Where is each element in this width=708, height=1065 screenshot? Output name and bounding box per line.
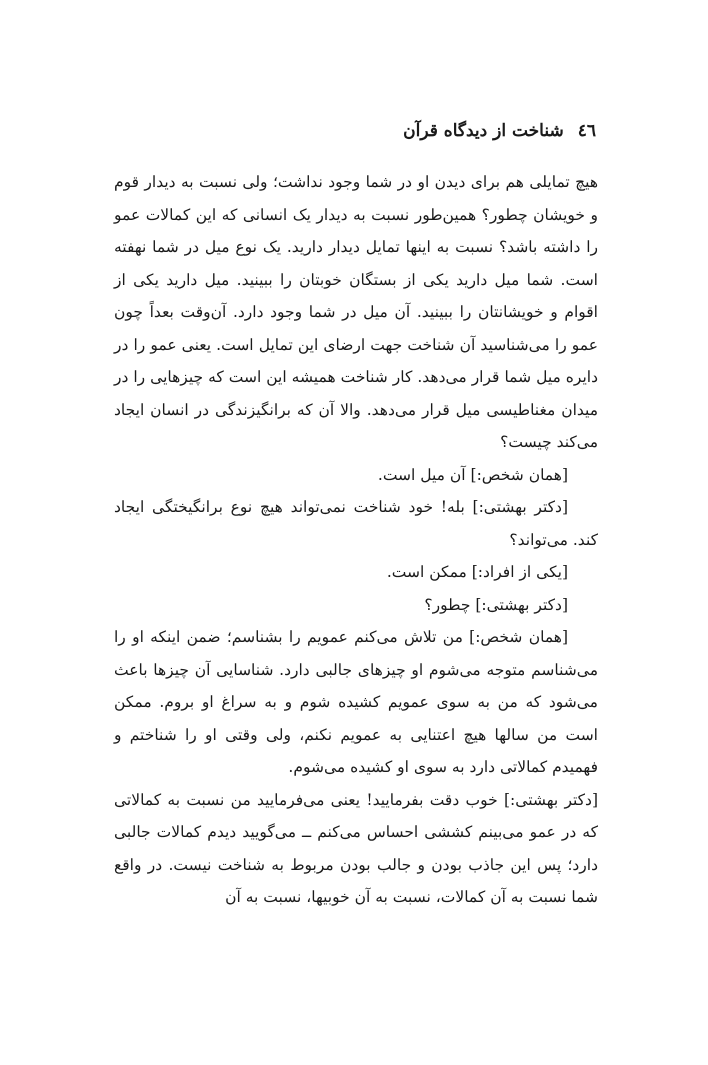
- paragraph-2: [همان شخص:] آن میل است.: [377, 465, 568, 484]
- paragraph-6: [همان شخص:] من تلاش می‌کنم عمویم را بشناسم؛ ضمن اینکه او را می‌شناسم متوجه می‌شوم او چیزهای جالبی دارد. شناسایی آن چیزها باعث می‌شود که من به سوی عمویم کشیده شوم و به سراغ او بروم. ممکن است من سالها هیچ اعتنایی به عمویم نکنم، ولی وقتی او را شناختم و فهمیدم کمالاتی دارد به سوی او کشیده می‌شوم.: [114, 628, 598, 776]
- running-head: [116, 118, 596, 144]
- page-number: ٤٦: [577, 121, 596, 141]
- body-text: [114, 166, 598, 914]
- running-title: شناخت از دیدگاه قرآن: [403, 121, 564, 141]
- paragraph-1: هیچ تمایلی هم برای دیدن او در شما وجود نداشت؛ ولی نسبت به دیدار قوم و خویشان چطور؟ همین‌طور نسبت به دیدار یک انسانی که این کمالات عمو را داشته باشد؟ نسبت به اینها تمایل دیدار دارید. یک نوع میل در شما نهفته است. شما میل دارید یکی از بستگان خوبتان را ببینید. میل دارید یکی از اقوام و خویشانتان را ببینید. آن میل در شما وجود دارد. آن‌وقت بعداً چون عمو را می‌شناسید آن شناخت جهت ارضای این تمایل است. یعنی عمو را در دایره میل شما قرار می‌دهد. کار شناخت همیشه این است که چیزهایی را در میدان مغناطیسی میل قرار می‌دهد. والا آن که برانگیزندگی در انسان ایجاد می‌کند چیست؟: [114, 173, 598, 451]
- paragraph-4: [یکی از افراد:] ممکن است.: [386, 563, 568, 581]
- paragraph-3: [دکتر بهشتی:] بله! خود شناخت نمی‌تواند هیچ نوع برانگیختگی ایجاد کند. می‌تواند؟: [114, 498, 598, 549]
- paragraph-7: [دکتر بهشتی:] خوب دقت بفرمایید! یعنی می‌فرمایید من نسبت به کمالاتی که در عمو می‌بینم کششی احساس می‌کنم ــ می‌گویید دیدم کمالات جالبی دارد؛ پس این جاذب بودن و جالب بودن مربوط به شناخت نیست. در واقع شما نسبت به آن کمالات، نسبت به آن خوبیها، نسبت به آن: [114, 790, 598, 906]
- paragraph-5: [دکتر بهشتی:] چطور؟: [424, 595, 568, 614]
